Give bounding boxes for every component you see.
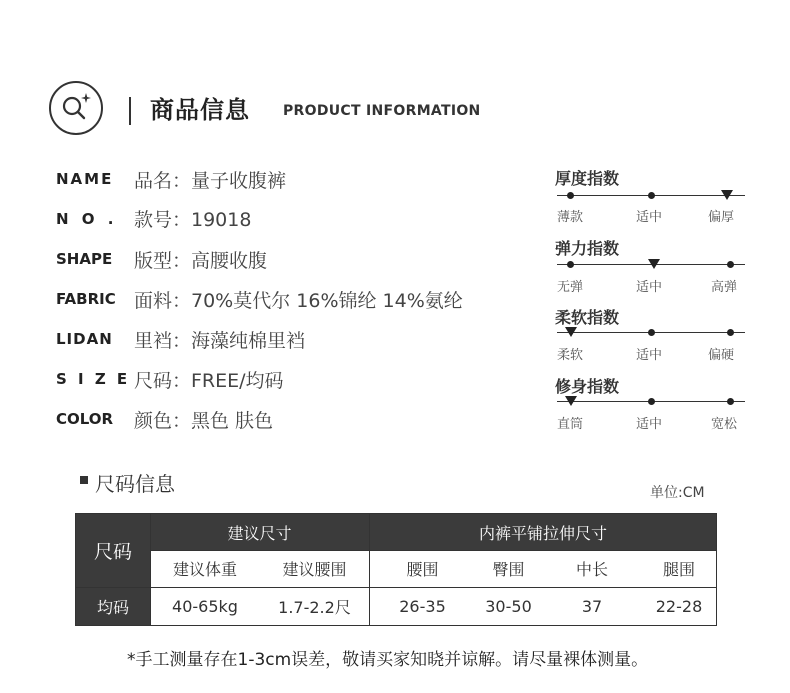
info-key-shape: SHAPE [56,250,113,268]
info-value-size: 尺码：FREE/均码 [134,370,284,392]
table-divider [150,550,716,551]
softness-label-low: 柔软 [557,348,584,363]
bullet-square-icon [80,476,88,484]
table-group-header: 内裤平铺拉伸尺寸 [370,514,716,550]
scale-dot [727,261,734,268]
softness-label-mid: 适中 [636,348,663,363]
table-divider [369,514,370,625]
section-title: 商品信息 [150,96,250,124]
info-key-no: N O . [56,210,118,228]
scale-dot [648,329,655,336]
table-column-header: 腿围 [662,560,695,579]
softness-label-high: 偏硬 [708,348,735,363]
table-divider [76,587,716,588]
measurement-note: *手工测量存在1-3cm误差，敬请买家知晓并谅解。请尽量裸体测量。 [127,650,649,670]
table-cell: 1.7-2.2尺 [278,598,351,617]
fit-label-mid: 适中 [636,417,663,432]
info-value-shape: 版型：高腰收腹 [134,250,268,272]
table-cell: 30-50 [485,597,532,616]
info-value-color: 颜色：黑色 肤色 [134,410,274,432]
table-group-header: 建议尺寸 [150,514,369,550]
table-row-label: 均码 [76,588,150,625]
info-value-lidan: 里裆：海藻纯棉里裆 [134,330,306,352]
elasticity-index-title: 弹力指数 [555,239,620,258]
elasticity-label-high: 高弹 [711,280,738,295]
info-value-fabric: 面料：70%莫代尔 16%锦纶 14%氨纶 [134,290,463,312]
fit-index-title: 修身指数 [555,377,620,396]
elasticity-label-low: 无弹 [557,280,584,295]
table-row-header: 尺码 [76,514,150,587]
fit-selected-marker [565,396,577,406]
thickness-label-high: 偏厚 [708,210,735,225]
softness-index-title: 柔软指数 [555,308,620,327]
unit-label: 单位:CM [650,485,705,501]
thickness-index-title: 厚度指数 [555,169,620,188]
info-key-size: S I Z E [56,370,131,388]
scale-dot [648,192,655,199]
scale-dot [727,329,734,336]
size-table [75,513,717,626]
table-cell: 40-65kg [172,597,238,616]
table-column-header: 臀围 [492,560,525,579]
thickness-selected-marker [721,190,733,200]
scale-dot [727,398,734,405]
info-key-name: NAME [56,170,114,188]
info-value-no: 款号：19018 [134,209,252,231]
fit-label-low: 直筒 [557,417,584,432]
info-value-name: 品名：量子收腹裤 [134,170,287,192]
table-column-header: 建议腰围 [282,560,347,579]
table-column-header: 腰围 [406,560,439,579]
table-cell: 26-35 [399,597,446,616]
magnifier-sparkle-icon [49,81,103,135]
info-key-fabric: FABRIC [56,290,116,308]
table-column-header: 建议体重 [172,560,237,579]
elasticity-label-mid: 适中 [636,280,663,295]
scale-dot [567,192,574,199]
fit-label-high: 宽松 [711,417,738,432]
thickness-label-mid: 适中 [636,210,663,225]
table-divider [150,514,151,625]
info-key-color: COLOR [56,410,114,428]
thickness-label-low: 薄款 [557,210,584,225]
scale-dot [567,261,574,268]
table-cell: 22-28 [655,597,703,616]
softness-selected-marker [565,327,577,337]
section-subtitle: PRODUCT INFORMATION [283,103,481,119]
table-cell: 37 [581,597,603,616]
table-column-header: 中长 [575,560,608,579]
scale-dot [648,398,655,405]
info-key-lidan: LIDAN [56,330,113,348]
header-divider [129,97,131,125]
elasticity-selected-marker [648,259,660,269]
size-section-title: 尺码信息 [95,472,175,496]
